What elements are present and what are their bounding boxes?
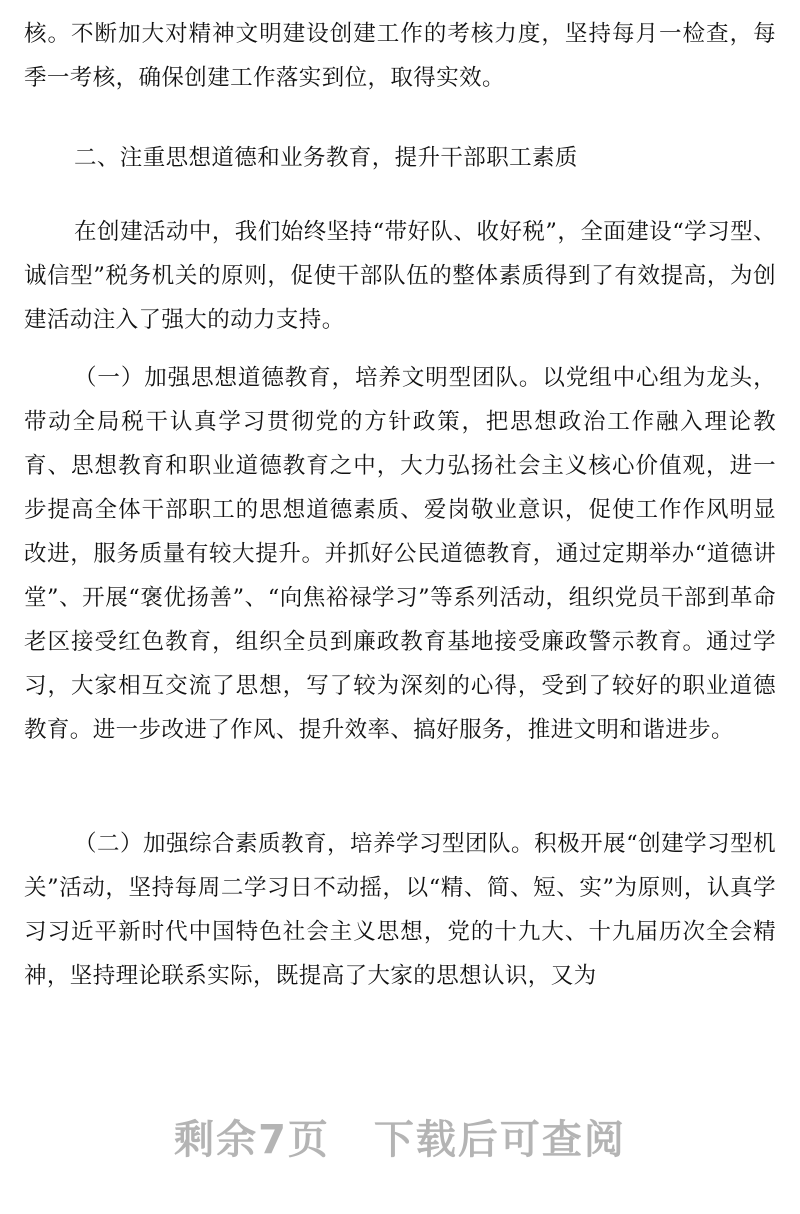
section-heading: 二、注重思想道德和业务教育，提升干部职工素质 bbox=[74, 145, 578, 171]
download-to-view-label: 下载后可查阅 bbox=[373, 1117, 626, 1163]
paragraph-intro: 在创建活动中，我们始终坚持“带好队、收好税”，全面建设“学习型、诚信型”税务机关的原则，促使干部队伍的整体素质得到了有效提高，为创建活动注入了强大的动力支持。 bbox=[24, 219, 776, 333]
paragraph-moral-education: （一）加强思想道德教育，培养文明型团队。以党组中心组为龙头，带动全局税干认真学习贯彻党的方针政策，把思想政治工作融入理论教育、思想教育和职业道德教育之中，大力弘扬社会主义核心价值观，进一步提高全体干部职工的思想道德素质、爱岗敬业意识，促使工作作风明显改进，服务质量有较大提升。并抓好公民道德教育，通过定期举办“道德讲堂”、开展“褒优扬善”、“向焦裕禄学习”等系列活动，组织党员干部到革命老区接受红色教育，组织全员到廉政教育基地接受廉政警示教育。通过学习，大家相互交流了思想，写了较为深刻的心得，受到了较好的职业道德教育。进一步改进了作风、提升效率、搞好服务，推进文明和谐进步。 bbox=[24, 365, 776, 743]
paragraph-continuation: 核。不断加大对精神文明建设创建工作的考核力度，坚持每月一检查，每季一考核，确保创建工作落实到位，取得实效。 bbox=[24, 21, 776, 91]
remaining-pages-label: 剩余7页 bbox=[174, 1117, 330, 1163]
download-prompt-banner[interactable] bbox=[0, 1108, 800, 1165]
paragraph-comprehensive-education: （二）加强综合素质教育，培养学习型团队。积极开展“创建学习型机关”活动，坚持每周二学习日不动摇，以“精、简、短、实”为原则，认真学习习近平新时代中国特色社会主义思想，党的十九大、十九届历次全会精神，坚持理论联系实际，既提高了大家的思想认识，又为 bbox=[24, 831, 776, 989]
